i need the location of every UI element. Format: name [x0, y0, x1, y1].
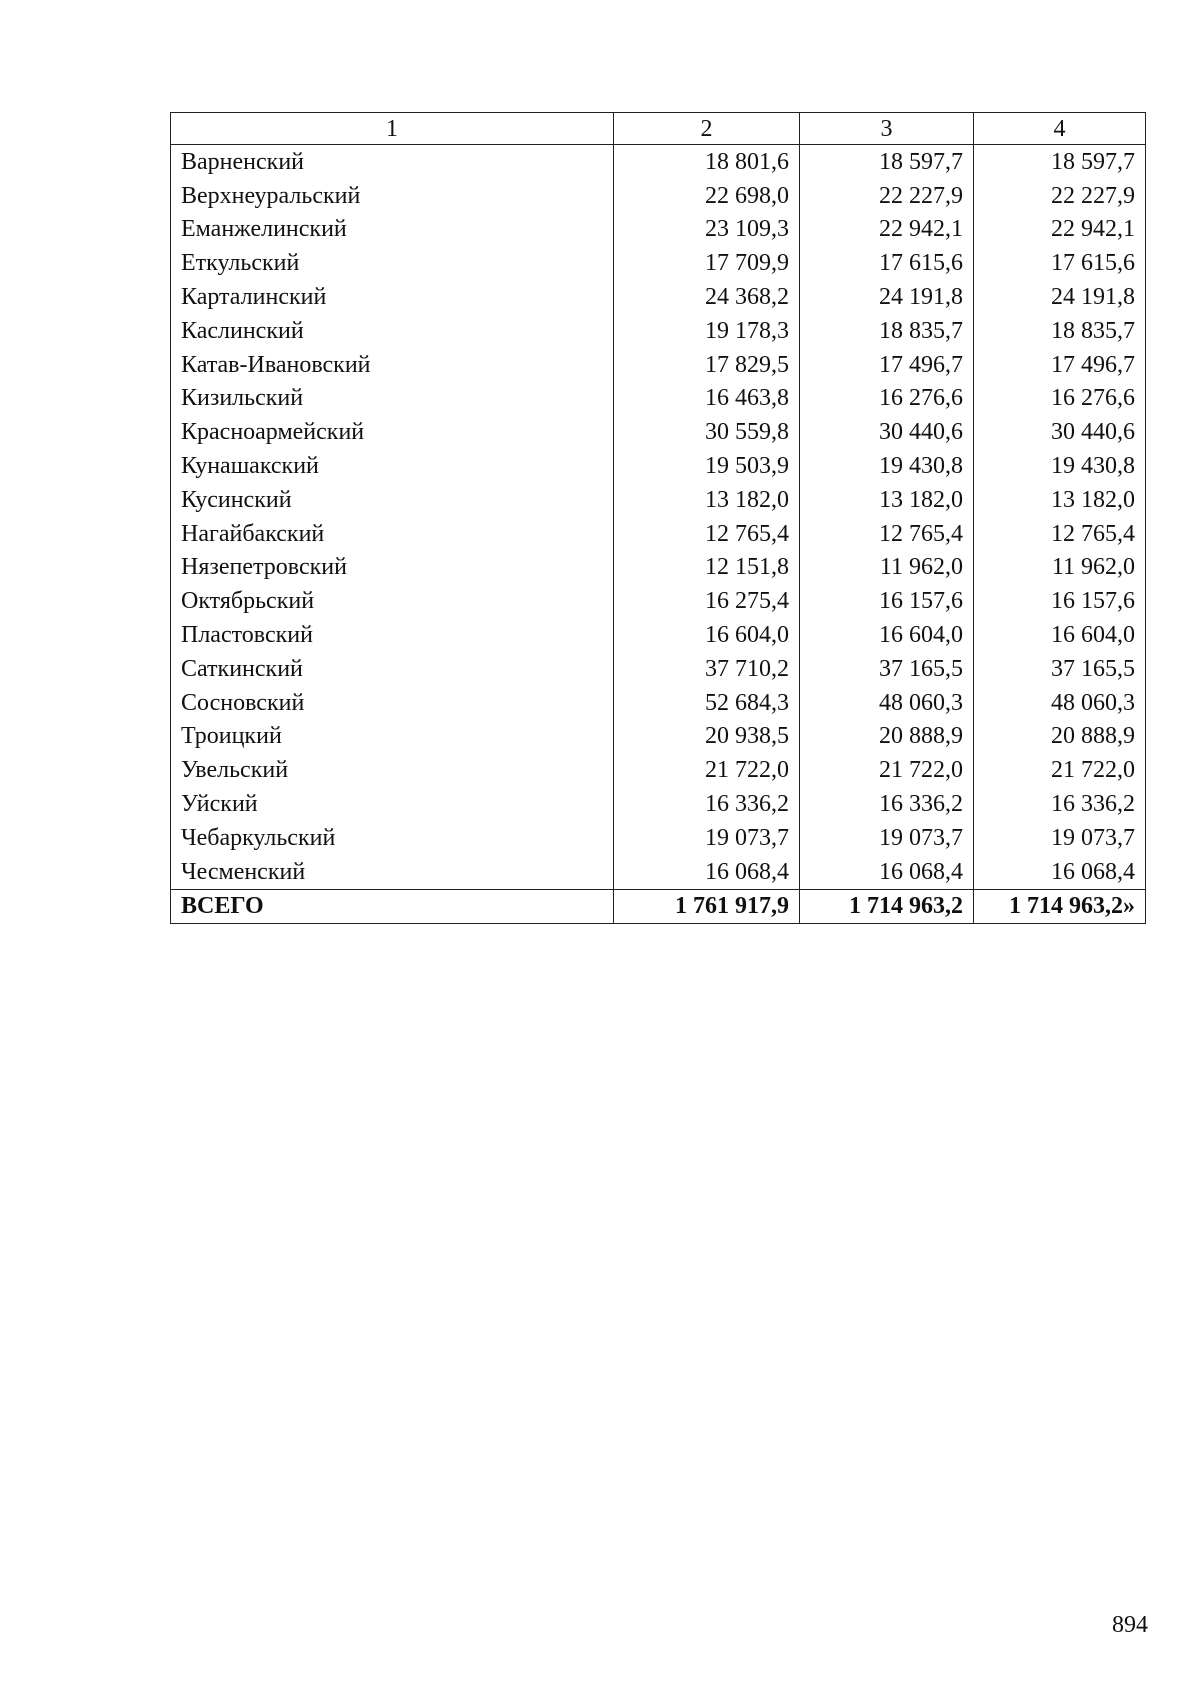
- value-cell-col-2: 19 503,9: [614, 449, 800, 483]
- table-row: [171, 314, 1146, 348]
- total-col-2: 1 761 917,9: [614, 889, 800, 923]
- value-cell-col-4: 22 942,1: [974, 213, 1146, 247]
- value-cell-col-4: 37 165,5: [974, 652, 1146, 686]
- value-cell-col-2: 16 275,4: [614, 584, 800, 618]
- value-cell-col-3: 16 336,2: [800, 787, 974, 821]
- table-row: [171, 449, 1146, 483]
- table-header: [171, 113, 1146, 145]
- table-row: [171, 652, 1146, 686]
- value-cell-col-4: 21 722,0: [974, 753, 1146, 787]
- table-row: [171, 145, 1146, 179]
- value-cell-col-3: 20 888,9: [800, 720, 974, 754]
- value-cell-col-3: 17 496,7: [800, 348, 974, 382]
- value-cell-col-2: 13 182,0: [614, 483, 800, 517]
- value-cell-col-4: 17 496,7: [974, 348, 1146, 382]
- district-name-cell: Нагайбакский: [171, 517, 614, 551]
- value-cell-col-2: 16 463,8: [614, 382, 800, 416]
- header-row: [171, 113, 1146, 145]
- table-row: [171, 280, 1146, 314]
- district-name-cell: Уйский: [171, 787, 614, 821]
- page-number: 894: [1112, 1612, 1148, 1638]
- table-row: [171, 753, 1146, 787]
- value-cell-col-4: 12 765,4: [974, 517, 1146, 551]
- value-cell-col-2: 16 068,4: [614, 855, 800, 889]
- table-row: [171, 618, 1146, 652]
- value-cell-col-2: 21 722,0: [614, 753, 800, 787]
- value-cell-col-3: 19 073,7: [800, 821, 974, 855]
- district-name-cell: Красноармейский: [171, 415, 614, 449]
- value-cell-col-4: 16 068,4: [974, 855, 1146, 889]
- value-cell-col-4: 19 430,8: [974, 449, 1146, 483]
- table-footer: [171, 889, 1146, 923]
- budget-table: [170, 112, 1146, 924]
- value-cell-col-3: 18 835,7: [800, 314, 974, 348]
- value-cell-col-4: 16 336,2: [974, 787, 1146, 821]
- district-name-cell: Верхнеуральский: [171, 179, 614, 213]
- table-row: [171, 821, 1146, 855]
- district-name-cell: Саткинский: [171, 652, 614, 686]
- table-row: [171, 787, 1146, 821]
- value-cell-col-3: 48 060,3: [800, 686, 974, 720]
- district-name-cell: Чебаркульский: [171, 821, 614, 855]
- table-row: [171, 517, 1146, 551]
- value-cell-col-3: 22 942,1: [800, 213, 974, 247]
- district-name-cell: Карталинский: [171, 280, 614, 314]
- value-cell-col-4: 16 157,6: [974, 584, 1146, 618]
- district-name-cell: Октябрьский: [171, 584, 614, 618]
- table-row: [171, 855, 1146, 889]
- value-cell-col-3: 11 962,0: [800, 551, 974, 585]
- value-cell-col-4: 16 276,6: [974, 382, 1146, 416]
- value-cell-col-2: 16 336,2: [614, 787, 800, 821]
- total-row: [171, 889, 1146, 923]
- table-row: [171, 584, 1146, 618]
- table-row: [171, 551, 1146, 585]
- header-col-4: 4: [974, 113, 1146, 145]
- district-name-cell: Сосновский: [171, 686, 614, 720]
- value-cell-col-2: 18 801,6: [614, 145, 800, 179]
- value-cell-col-3: 13 182,0: [800, 483, 974, 517]
- district-name-cell: Кусинский: [171, 483, 614, 517]
- district-name-cell: Варненский: [171, 145, 614, 179]
- table-body: [171, 145, 1146, 890]
- value-cell-col-2: 17 709,9: [614, 246, 800, 280]
- value-cell-col-2: 12 151,8: [614, 551, 800, 585]
- value-cell-col-3: 18 597,7: [800, 145, 974, 179]
- value-cell-col-2: 20 938,5: [614, 720, 800, 754]
- value-cell-col-4: 18 597,7: [974, 145, 1146, 179]
- district-name-cell: Кизильский: [171, 382, 614, 416]
- district-name-cell: Чесменский: [171, 855, 614, 889]
- value-cell-col-4: 17 615,6: [974, 246, 1146, 280]
- value-cell-col-4: 22 227,9: [974, 179, 1146, 213]
- total-label: ВСЕГО: [171, 889, 614, 923]
- value-cell-col-3: 16 157,6: [800, 584, 974, 618]
- table-row: [171, 483, 1146, 517]
- value-cell-col-4: 48 060,3: [974, 686, 1146, 720]
- district-name-cell: Пластовский: [171, 618, 614, 652]
- value-cell-col-3: 24 191,8: [800, 280, 974, 314]
- value-cell-col-2: 22 698,0: [614, 179, 800, 213]
- district-name-cell: Еманжелинский: [171, 213, 614, 247]
- table-row: [171, 415, 1146, 449]
- header-col-2: 2: [614, 113, 800, 145]
- value-cell-col-4: 11 962,0: [974, 551, 1146, 585]
- value-cell-col-3: 19 430,8: [800, 449, 974, 483]
- value-cell-col-4: 16 604,0: [974, 618, 1146, 652]
- header-col-3: 3: [800, 113, 974, 145]
- district-name-cell: Каслинский: [171, 314, 614, 348]
- value-cell-col-3: 16 068,4: [800, 855, 974, 889]
- value-cell-col-4: 13 182,0: [974, 483, 1146, 517]
- value-cell-col-2: 52 684,3: [614, 686, 800, 720]
- value-cell-col-4: 19 073,7: [974, 821, 1146, 855]
- value-cell-col-2: 37 710,2: [614, 652, 800, 686]
- value-cell-col-2: 24 368,2: [614, 280, 800, 314]
- value-cell-col-3: 16 604,0: [800, 618, 974, 652]
- value-cell-col-2: 16 604,0: [614, 618, 800, 652]
- value-cell-col-3: 21 722,0: [800, 753, 974, 787]
- value-cell-col-2: 19 073,7: [614, 821, 800, 855]
- value-cell-col-4: 18 835,7: [974, 314, 1146, 348]
- table-row: [171, 686, 1146, 720]
- value-cell-col-4: 30 440,6: [974, 415, 1146, 449]
- table-row: [171, 179, 1146, 213]
- value-cell-col-2: 23 109,3: [614, 213, 800, 247]
- district-name-cell: Троицкий: [171, 720, 614, 754]
- header-col-1: 1: [171, 113, 614, 145]
- value-cell-col-2: 12 765,4: [614, 517, 800, 551]
- value-cell-col-3: 22 227,9: [800, 179, 974, 213]
- district-name-cell: Еткульский: [171, 246, 614, 280]
- value-cell-col-3: 16 276,6: [800, 382, 974, 416]
- value-cell-col-4: 24 191,8: [974, 280, 1146, 314]
- table-row: [171, 382, 1146, 416]
- total-col-3: 1 714 963,2: [800, 889, 974, 923]
- district-name-cell: Нязепетровский: [171, 551, 614, 585]
- value-cell-col-2: 19 178,3: [614, 314, 800, 348]
- district-name-cell: Катав-Ивановский: [171, 348, 614, 382]
- table-row: [171, 213, 1146, 247]
- value-cell-col-4: 20 888,9: [974, 720, 1146, 754]
- value-cell-col-3: 30 440,6: [800, 415, 974, 449]
- table-row: [171, 246, 1146, 280]
- value-cell-col-3: 17 615,6: [800, 246, 974, 280]
- district-name-cell: Кунашакский: [171, 449, 614, 483]
- value-cell-col-2: 30 559,8: [614, 415, 800, 449]
- table-row: [171, 348, 1146, 382]
- value-cell-col-2: 17 829,5: [614, 348, 800, 382]
- district-name-cell: Увельский: [171, 753, 614, 787]
- value-cell-col-3: 37 165,5: [800, 652, 974, 686]
- total-col-4: 1 714 963,2»: [974, 889, 1146, 923]
- value-cell-col-3: 12 765,4: [800, 517, 974, 551]
- table-row: [171, 720, 1146, 754]
